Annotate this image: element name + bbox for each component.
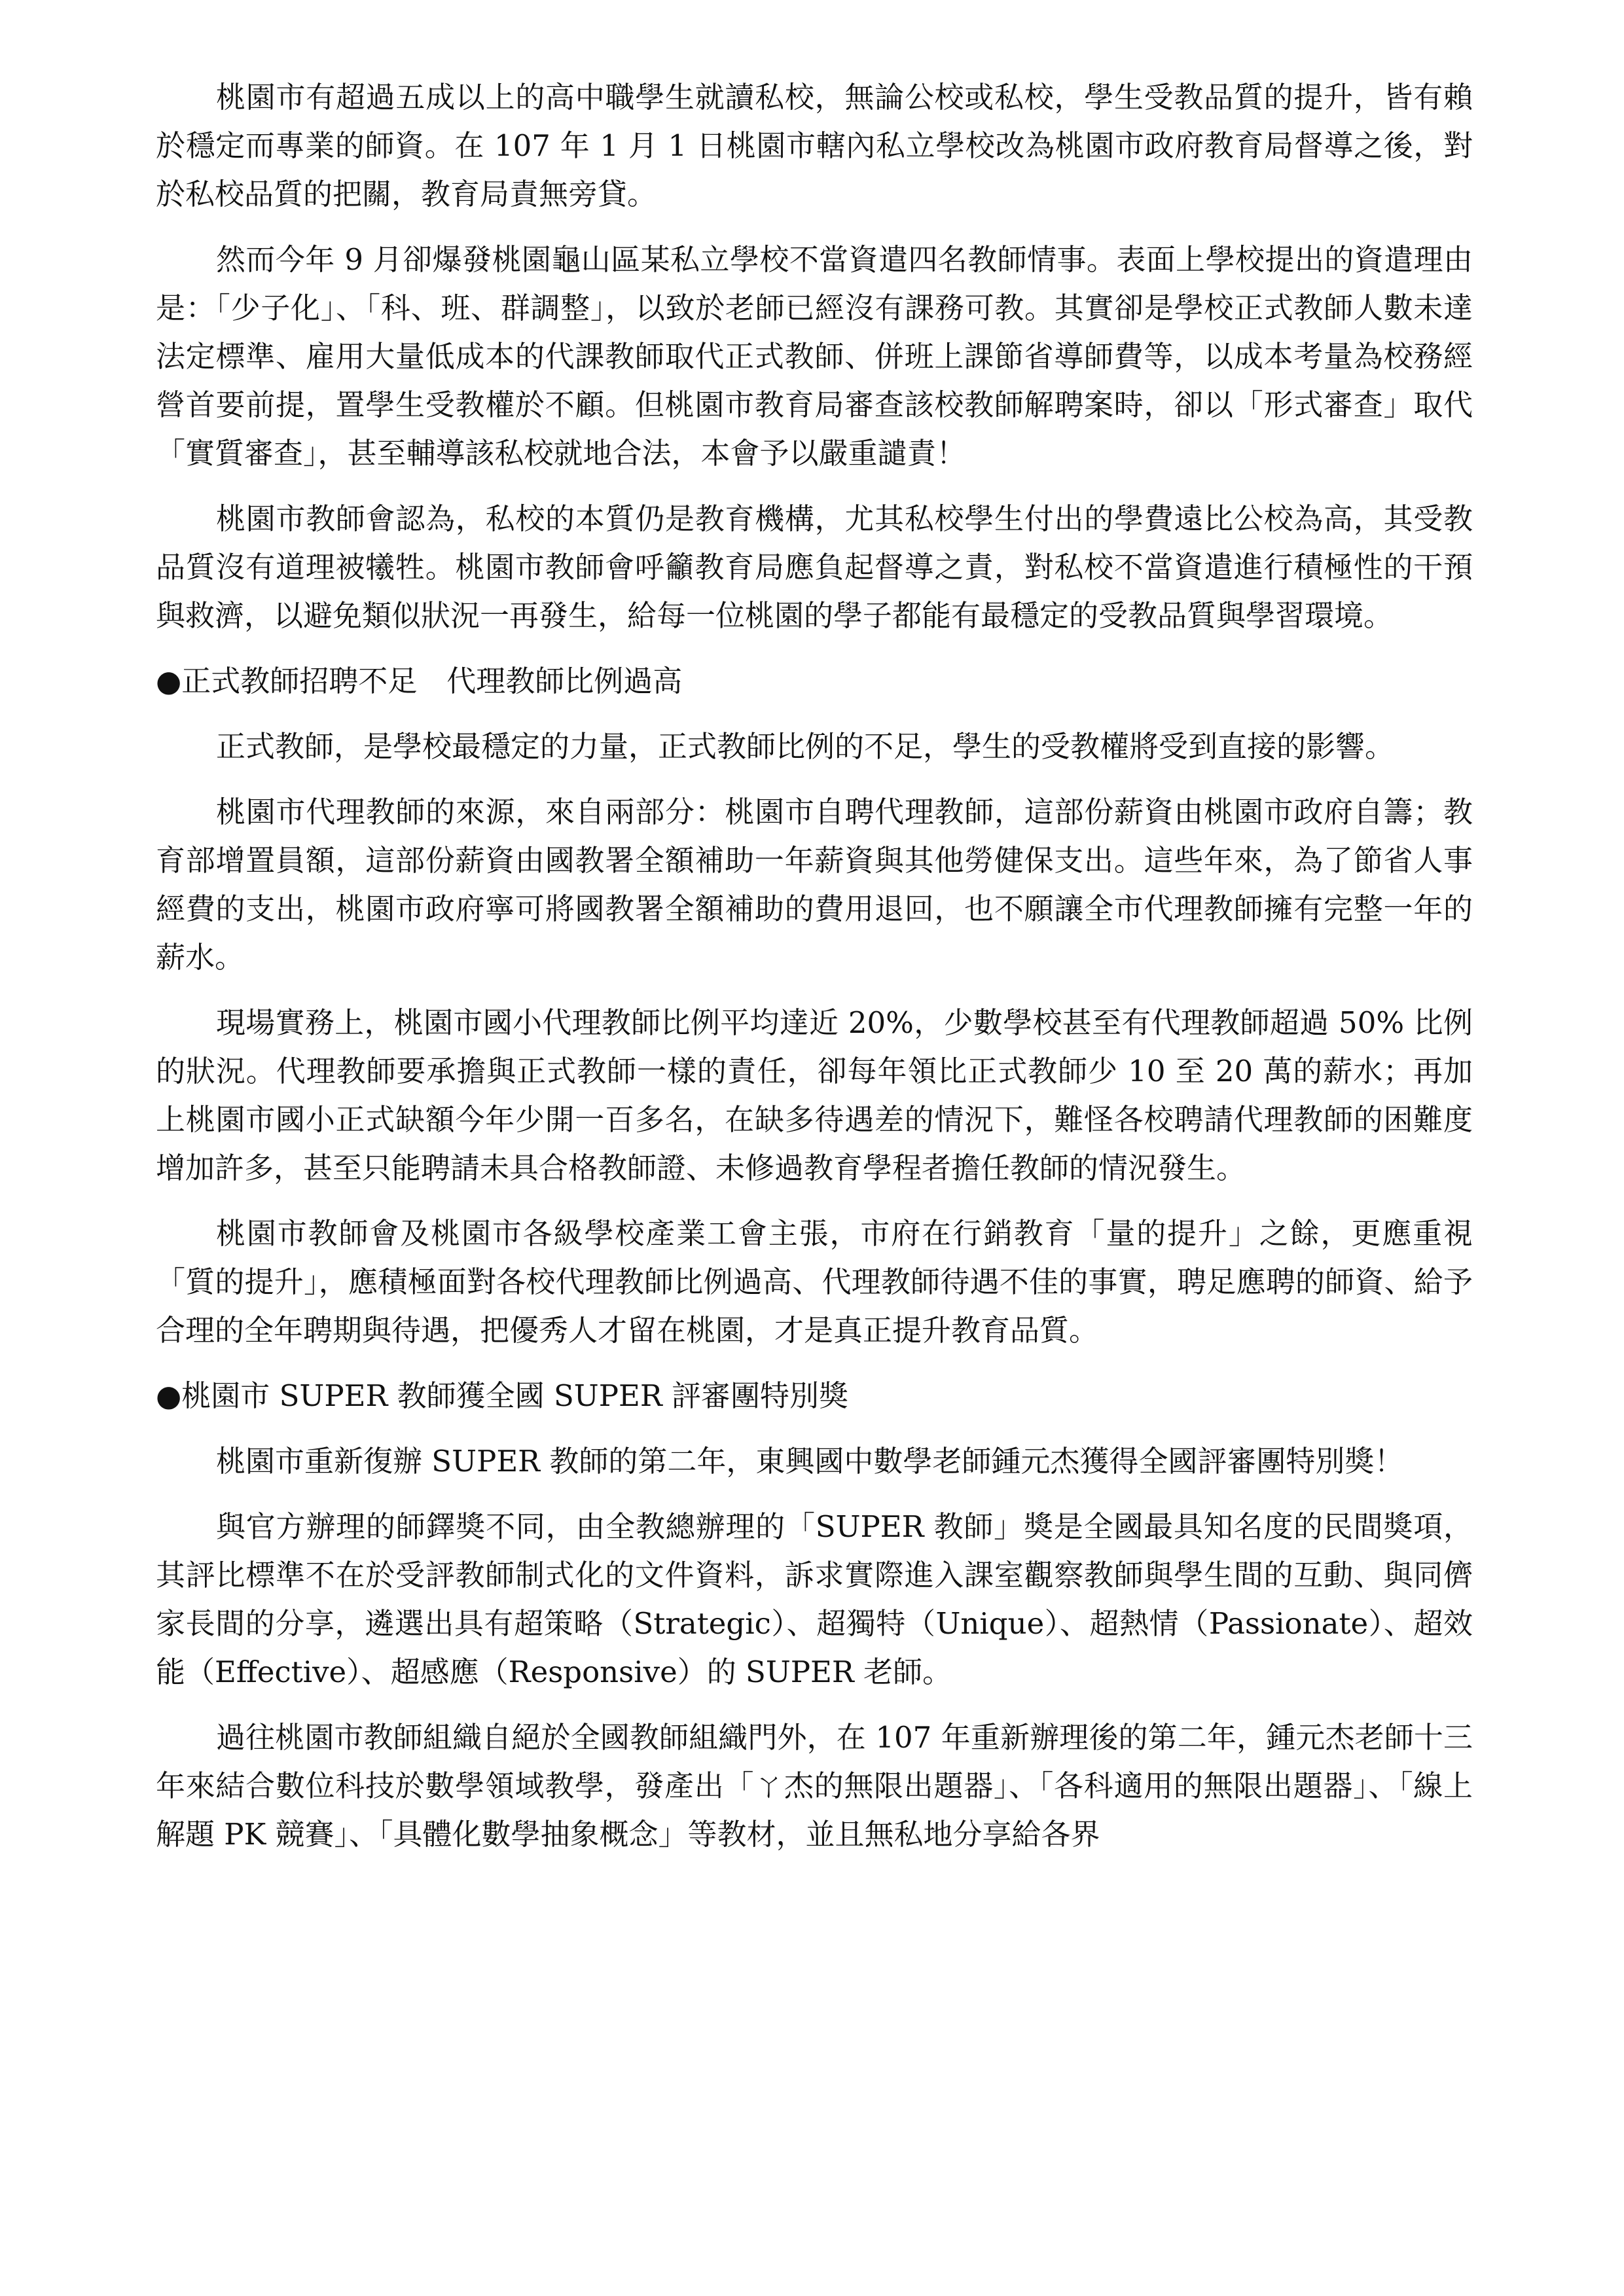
body-paragraph: 正式教師，是學校最穩定的力量，正式教師比例的不足，學生的受教權將受到直接的影響。 <box>216 729 1395 764</box>
document-page <box>156 73 1473 1876</box>
body-paragraph: 桃園市教師會及桃園市各級學校產業工會主張，市府在行銷教育「量的提升」之餘，更應重視「質的提升」，應積極面對各校代理教師比例過高、代理教師待遇不佳的事實，聘足應聘的師資、給予合理的全年聘期與待遇，把優秀人才留在桃園，才是真正提升教育品質。 <box>156 1216 1473 1348</box>
body-paragraph: 桃園市代理教師的來源，來自兩部分：桃園市自聘代理教師，這部份薪資由桃園市政府自籌；教育部增置員額，這部份薪資由國教署全額補助一年薪資與其他勞健保支出。這些年來，為了節省人事經費的支出，桃園市政府寧可將國教署全額補助的費用退回，也不願讓全市代理教師擁有完整一年的薪水。 <box>156 795 1473 975</box>
body-paragraph: 現場實務上，桃園市國小代理教師比例平均達近 20%，少數學校甚至有代理教師超過 50% 比例的狀況。代理教師要承擔與正式教師一樣的責任，卻每年領比正式教師少 10 至 20 萬的薪水；再加上桃園市國小正式缺額今年少開一百多名，在缺多待遇差的情況下，難怪各校聘請代理教師的困難度增加許多，甚至只能聘請未具合格教師證、未修過教育學程者擔任教師的情況發生。 <box>156 1005 1473 1185</box>
bullet-icon: ● <box>156 1378 182 1413</box>
body-paragraph: 過往桃園市教師組織自絕於全國教師組織門外，在 107 年重新辦理後的第二年，鍾元杰老師十三年來結合數位科技於數學領域教學，發產出「ㄚ杰的無限出題器」、「各科適用的無限出題器」、「線上解題 PK 競賽」、「具體化數學抽象概念」等教材，並且無私地分享給各界 <box>156 1720 1473 1852</box>
bullet-icon: ● <box>156 664 182 698</box>
body-paragraph: 桃園市教師會認為，私校的本質仍是教育機構，尤其私校學生付出的學費遠比公校為高，其受教品質沒有道理被犧牲。桃園市教師會呼籲教育局應負起督導之責，對私校不當資遣進行積極性的干預與救濟，以避免類似狀況一再發生，給每一位桃園的學子都能有最穩定的受教品質與學習環境。 <box>156 501 1473 633</box>
section-heading <box>156 1372 1473 1420</box>
body-paragraph: 桃園市重新復辦 SUPER 教師的第二年，東興國中數學老師鍾元杰獲得全國評審團特別獎！ <box>216 1444 1404 1479</box>
section-heading-text: 桃園市 SUPER 教師獲全國 SUPER 評審團特別獎 <box>181 1378 849 1413</box>
body-paragraph: 桃園市有超過五成以上的高中職學生就讀私校，無論公校或私校，學生受教品質的提升，皆有賴於穩定而專業的師資。在 107 年 1 月 1 日桃園市轄內私立學校改為桃園市政府教育局督導之後，對於私校品質的把關，教育局責無旁貸。 <box>156 80 1473 211</box>
body-paragraph: 與官方辦理的師鐸獎不同，由全教總辦理的「SUPER 教師」獎是全國最具知名度的民間獎項，其評比標準不在於受評教師制式化的文件資料，訴求實際進入課室觀察教師與學生間的互動、與同儕家長間的分享，遴選出具有超策略（Strategic）、超獨特（Unique）、超熱情（Passionate）、超效能（Effective）、超感應（Responsive）的 SUPER 老師。 <box>156 1509 1473 1689</box>
body-paragraph: 然而今年 9 月卻爆發桃園龜山區某私立學校不當資遣四名教師情事。表面上學校提出的資遣理由是：「少子化」、「科、班、群調整」，以致於老師已經沒有課務可教。其實卻是學校正式教師人數未達法定標準、雇用大量低成本的代課教師取代正式教師、併班上課節省導師費等，以成本考量為校務經營首要前提，置學生受教權於不顧。但桃園市教育局審查該校教師解聘案時，卻以「形式審查」取代「實質審查」，甚至輔導該私校就地合法，本會予以嚴重譴責！ <box>156 242 1473 471</box>
section-heading <box>156 657 1473 706</box>
section-heading-text: 正式教師招聘不足 代理教師比例過高 <box>181 664 683 698</box>
